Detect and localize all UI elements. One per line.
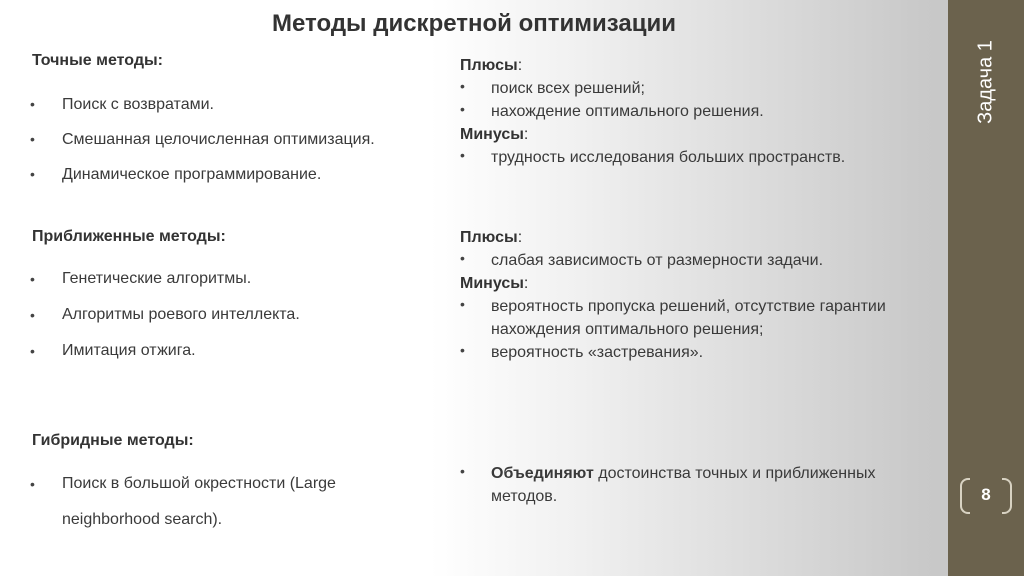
- list-item: • Поиск с возвратами.: [30, 87, 430, 122]
- summary-bold: Объединяют: [491, 465, 594, 482]
- list-item: • вероятность пропуска решений, отсутствие гарантии нахождения оптимального решения;: [460, 295, 940, 341]
- list-item: • Динамическое программирование.: [30, 157, 430, 192]
- cons-list: [460, 295, 940, 364]
- list-item: • Алгоритмы роевого интеллекта.: [30, 297, 430, 333]
- approximate-methods-heading: Приближенные методы:: [32, 228, 226, 245]
- hybrid-methods-heading: Гибридные методы:: [32, 432, 194, 449]
- cons-label: Минусы: [460, 275, 524, 292]
- page-number: [958, 472, 1014, 518]
- summary-rest: достоинства точных и приближенных методов.: [491, 465, 876, 505]
- hybrid-methods-evaluation: [460, 462, 940, 508]
- cons-label: Минусы: [460, 126, 524, 143]
- list-item: • слабая зависимость от размерности задачи.: [460, 249, 940, 272]
- hybrid-methods-list: [30, 466, 390, 538]
- section-label: Задача 1: [974, 40, 997, 124]
- pros-heading: Плюсы:: [460, 229, 523, 246]
- exact-methods-list: [30, 87, 430, 192]
- summary-list: [460, 462, 940, 508]
- pros-label: Плюсы: [460, 57, 518, 74]
- bracket-right-icon: [1002, 478, 1012, 514]
- exact-methods-heading: Точные методы:: [32, 52, 163, 69]
- pros-label: Плюсы: [460, 229, 518, 246]
- pros-list: [460, 77, 940, 123]
- list-item: • Поиск в большой окрестности (Large neighborhood search).: [30, 466, 390, 538]
- list-item: • Генетические алгоритмы.: [30, 261, 430, 297]
- list-item: • поиск всех решений;: [460, 77, 940, 100]
- bracket-left-icon: [960, 478, 970, 514]
- page-number-value: 8: [981, 485, 991, 504]
- exact-methods-evaluation: [460, 54, 940, 169]
- cons-heading: Минусы:: [460, 126, 529, 143]
- list-item: • нахождение оптимального решения.: [460, 100, 940, 123]
- cons-heading: Минусы:: [460, 275, 529, 292]
- approximate-methods-list: [30, 261, 430, 369]
- list-item: • Имитация отжига.: [30, 333, 430, 369]
- list-item: • вероятность «застревания».: [460, 341, 940, 364]
- slide-title: Методы дискретной оптимизации: [272, 10, 676, 37]
- pros-list: [460, 249, 940, 272]
- list-item: • Смешанная целочисленная оптимизация.: [30, 122, 430, 157]
- summary-item: [460, 462, 940, 508]
- list-item: • трудность исследования больших пространств.: [460, 146, 940, 169]
- cons-list: [460, 146, 940, 169]
- approximate-methods-evaluation: [460, 226, 940, 364]
- pros-heading: Плюсы:: [460, 57, 523, 74]
